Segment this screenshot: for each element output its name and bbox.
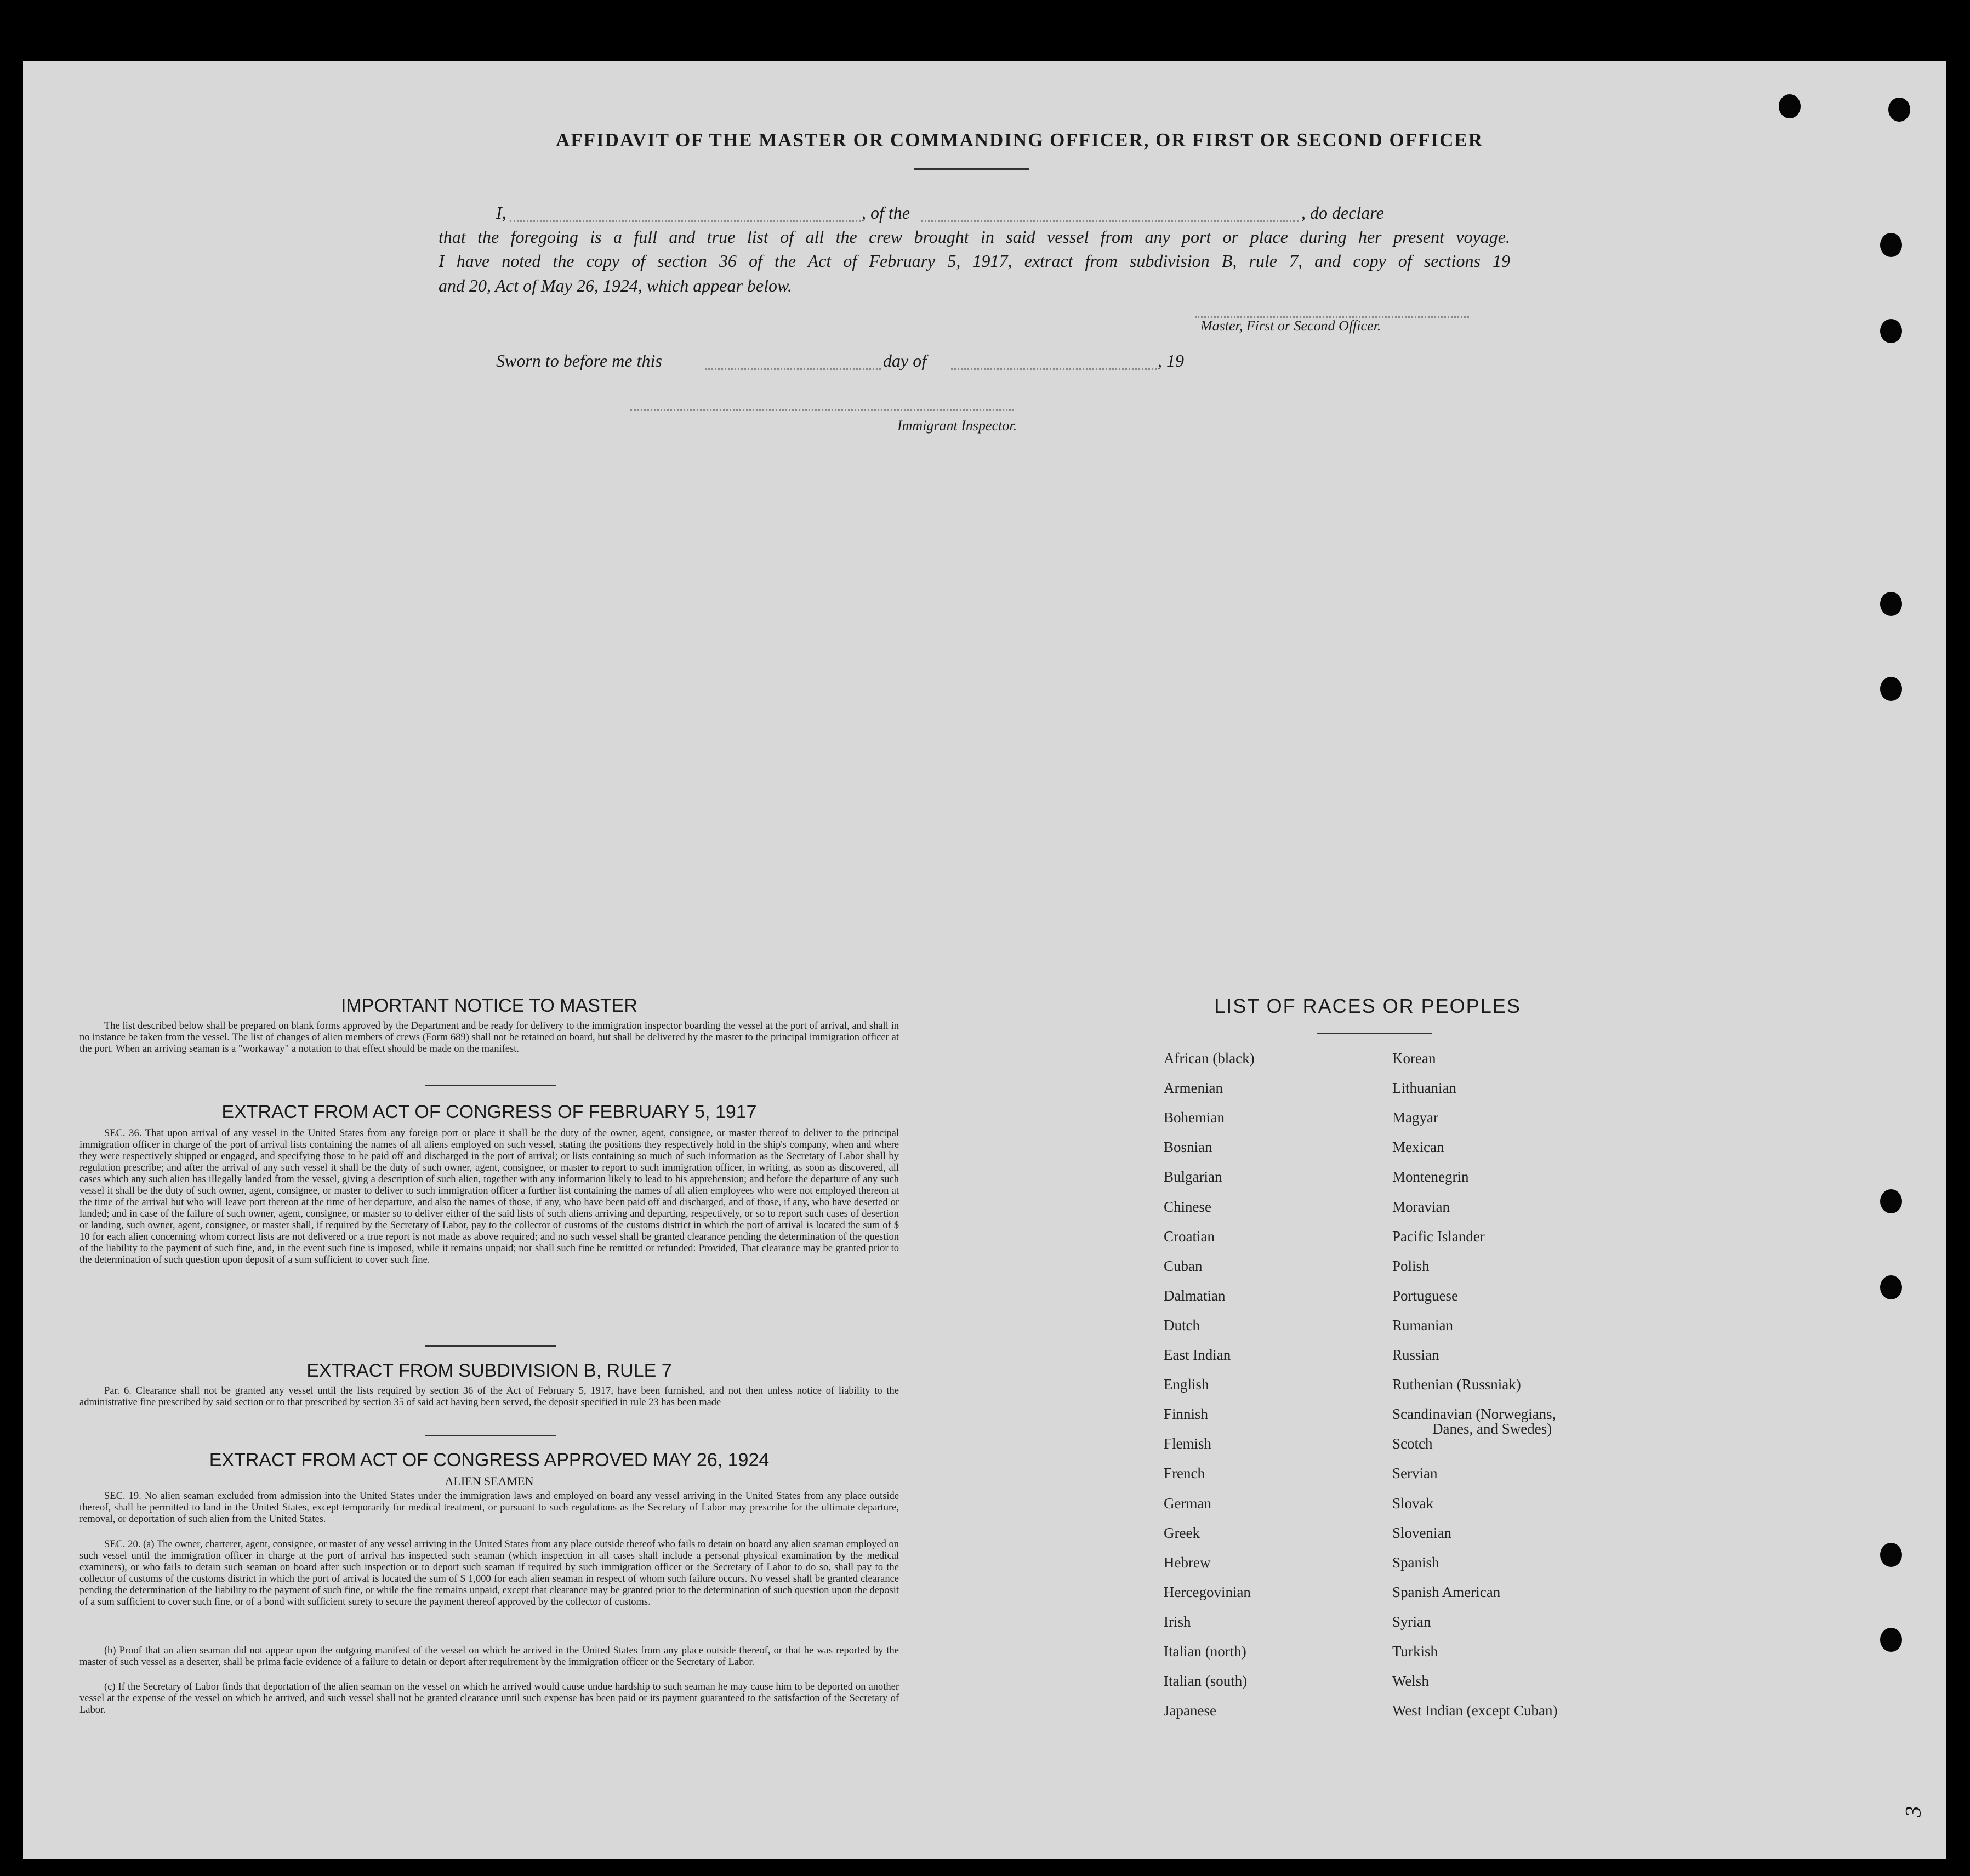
race-item: Turkish [1392,1643,1438,1660]
extract-1917-body: SEC. 36. That upon arrival of any vessel in the United States from any foreign port or place it shall be the duty of the owner, agent, consignee, or master thereof to deliver to the principal immigration officer in charge of the port of arrival lists containing the names of all aliens employed on such vessel, stating the positions they respectively hold in the ship's company, when and where they were respectively shipped or engaged, and specifying those to be paid off and discharged in the port of arrival; or lists containing so much of such information as the Secretary of Labor shall by regulation prescribe; and after the arrival of any such vessel it shall be the duty of such owner, agent, consignee, or master to report to such immigration officer, in writing, as soon as discovered, all cases which any such alien has illegally landed from the vessel, giving a description of such alien, together with any information likely to lead to his apprehension; and before the departure of any such vessel it shall be the duty of such owner, agent, consignee, or master to deliver to such immigration officer a further list containing the names of all alien employees who were not employed thereon at the time of the arrival but who will leave port thereon at the time of her departure, and also the names of those, if any, who have been paid off and discharged, and of those, if any, who have deserted or landed; and in case of the failure of such owner, agent, consignee, or master so to deliver either of the said lists of such aliens arriving and departing, respectively, or so to report such cases of desertion or landing, such owner, agent, consignee, or master shall, if required by the Secretary of Labor, pay to the collector of customs of the customs district in which the port of arrival is located the sum of $ 10 for each alien concerning whom correct lists are not delivered or a true report is not made as above required; and no such vessel shall be granted clearance pending the determination of the question of the liability to the payment of such fine, and, in the event such fine is imposed, while it remains unpaid; nor shall such fine be remitted or refunded: Provided, That clearance may be granted prior to the determination of such question upon deposit of a sum sufficient to cover such fine. [79,1128,899,1265]
race-item: Chinese [1164,1198,1211,1215]
race-item: Dutch [1164,1316,1200,1333]
race-item: Slovenian [1392,1524,1451,1541]
race-item: Hercegovinian [1164,1583,1251,1600]
divider [425,1435,556,1436]
race-item: Hebrew [1164,1554,1211,1571]
sworn-day-field[interactable] [705,368,881,370]
extract-1924-sec20c: (c) If the Secretary of Labor finds that deportation of the alien seaman on the vessel on which he arrived would cause undue hardship to such seaman he may cause him to be deported on another vessel at the expense of the vessel on which he arrived, and such vessel shall not be granted clearance until such expense has been paid or its payment guaranteed to the satisfaction of the Secretary of Labor. [79,1681,899,1715]
race-item: Moravian [1392,1198,1450,1215]
race-item: Flemish [1164,1435,1212,1452]
race-item: Montenegrin [1392,1168,1469,1185]
race-item: Magyar [1392,1109,1438,1126]
race-item: Welsh [1392,1673,1429,1690]
races-divider [1317,1033,1432,1034]
race-item: East Indian [1164,1347,1231,1363]
title-underline [914,168,1029,170]
decl-of-the: , of the [862,203,910,223]
race-item: Italian (south) [1164,1673,1248,1690]
punch-hole [1880,1275,1902,1299]
inspector-label: Immigrant Inspector. [897,418,1017,434]
punch-hole [1888,98,1910,122]
notice-title: IMPORTANT NOTICE TO MASTER [341,995,637,1016]
punch-hole [1880,319,1902,343]
race-item: Scotch [1392,1435,1433,1452]
race-item: Korean [1392,1050,1436,1067]
sworn-line [496,351,1263,373]
race-item: Greek [1164,1524,1200,1541]
punch-hole [1880,233,1902,257]
sworn-prefix: Sworn to before me this [496,351,662,370]
sworn-day-of: day of [883,351,927,370]
race-item: Rumanian [1392,1316,1453,1333]
inspector-signature-line[interactable] [630,409,1014,411]
race-item: Slovak [1392,1495,1434,1512]
extract-1917-title: EXTRACT FROM ACT OF CONGRESS OF FEBRUARY 5, 1917 [221,1102,757,1122]
notice-body: The list described below shall be prepared on blank forms approved by the Department and be ready for delivery to the immigration inspector boarding the vessel at the port of arrival, and shall in no instance be taken from the vessel. The list of changes of alien members of crews (Form 689) shall not be retained on board, but shall be delivered by the master to the principal immigration officer at the port. When an arriving seaman is a "workaway" a notation to that effect should be made on the manifest. [79,1020,899,1054]
race-item: Mexican [1392,1139,1444,1156]
race-item: Ruthenian (Russniak) [1392,1376,1521,1393]
race-item: Spanish [1392,1554,1439,1571]
race-item: English [1164,1376,1209,1393]
race-item: Finnish [1164,1406,1209,1423]
extract-rule7-body: Par. 6. Clearance shall not be granted any vessel until the lists required by section 36 of the Act of February 5, 1917, have been furnished, and not then unless notice of liability to the administrative fine prescribed by said section or to that prescribed by section 35 of said act having been served, the deposit specified in rule 23 has been made [79,1385,899,1408]
divider [425,1345,556,1347]
extract-1924-title: EXTRACT FROM ACT OF CONGRESS APPROVED MAY 26, 1924 [209,1450,770,1470]
race-item: Bosnian [1164,1139,1212,1156]
race-item: Armenian [1164,1080,1223,1097]
race-item: Syrian [1392,1613,1431,1630]
race-item: Servian [1392,1465,1438,1482]
race-item: Spanish American [1392,1583,1501,1600]
declaration-line-4: and 20, Act of May 26, 1924, which appear below. [439,276,792,295]
races-title: LIST OF RACES OR PEOPLES [1214,995,1521,1017]
name-field[interactable] [510,220,861,222]
race-item: German [1164,1495,1211,1512]
punch-hole [1880,1628,1902,1652]
punch-hole [1880,1189,1902,1213]
race-item: Dalmatian [1164,1287,1226,1304]
extract-1924-subtitle: ALIEN SEAMEN [445,1474,534,1488]
race-item: Japanese [1164,1702,1216,1719]
declaration-line-2: that the foregoing is a full and true list of all the crew brought in said vessel from any port or place during her present voyage. [439,227,1510,247]
race-item: Portuguese [1392,1287,1458,1304]
vessel-field[interactable] [921,220,1299,222]
race-item: West Indian (except Cuban) [1392,1702,1558,1719]
race-item: Pacific Islander [1392,1228,1485,1245]
punch-hole [1880,677,1902,701]
race-item: Croatian [1164,1228,1215,1245]
race-item: Danes, and Swedes) [1432,1421,1552,1438]
race-item: Scandinavian (Norwegians, [1392,1406,1556,1423]
sworn-month-field[interactable] [951,368,1157,370]
master-signature-label: Master, First or Second Officer. [1200,318,1381,334]
extract-1924-sec19: SEC. 19. No alien seaman excluded from admission into the United States under the immigration laws and employed on board any vessel arriving in the United States from any place outside thereof, shall be permitted to land in the United States, except temporarily for medical treatment, or pursuant to such regulations as the Secretary of Labor may prescribe for the ultimate departure, removal, or deportation of such alien from the United States. [79,1491,899,1525]
race-item: Italian (north) [1164,1643,1246,1660]
divider [425,1085,556,1086]
race-item: Bohemian [1164,1109,1225,1126]
extract-rule7-title: EXTRACT FROM SUBDIVISION B, RULE 7 [306,1360,672,1381]
punch-hole [1880,592,1902,616]
race-item: Polish [1392,1257,1430,1274]
punch-hole [1779,94,1801,118]
declaration-line-1 [439,203,1510,225]
race-item: French [1164,1465,1205,1482]
affidavit-title: AFFIDAVIT OF THE MASTER OR COMMANDING OFFICER, OR FIRST OR SECOND OFFICER [556,129,1483,151]
race-item: Irish [1164,1613,1191,1630]
decl-i: I, [496,203,506,223]
page-number-mark: 3 [1900,1806,1926,1817]
race-item: African (black) [1164,1050,1255,1067]
extract-1924-sec20a: SEC. 20. (a) The owner, charterer, agent, consignee, or master of any vessel arriving in the United States from any place outside thereof who fails to detain on board any alien seaman employed on such vessel until the immigration officer in charge at the port of arrival has inspected such seaman (which inspection in all cases shall include a personal physical examination by the medical examiners), or who fails to detain such seaman on board after such inspection or to deport such seaman if required by such immigration officer or the Secretary of Labor to do so, shall pay to the collector of customs of the customs district in which the port of arrival is located the sum of $ 1,000 for each alien seaman in respect of whom such failure occurs. No vessel shall be granted clearance pending the determination of the liability to the payment of such fine, or while the fine remains unpaid, except that clearance may be granted prior to the determination of such question upon the deposit of a sum sufficient to cover such fine, or of a bond with sufficient surety to secure the payment thereof approved by the collector of customs. [79,1539,899,1607]
race-item: Russian [1392,1347,1439,1363]
race-item: Lithuanian [1392,1080,1456,1097]
declaration-line-3: I have noted the copy of section 36 of the Act of February 5, 1917, extract from subdivision B, rule 7, and copy of sections 19 [439,251,1510,271]
extract-1924-sec20b: (b) Proof that an alien seaman did not appear upon the outgoing manifest of the vessel on which he arrived in the United States from any place outside thereof, or that he was reported by the master of such vessel as a deserter, shall be prima facie evidence of a failure to detain or deport after requirement by the immigration officer or the Secretary of Labor. [79,1645,899,1668]
race-item: Cuban [1164,1257,1203,1274]
race-item: Bulgarian [1164,1168,1222,1185]
punch-hole [1880,1543,1902,1567]
sworn-year: , 19 [1158,351,1184,370]
decl-do-declare: , do declare [1301,203,1384,223]
